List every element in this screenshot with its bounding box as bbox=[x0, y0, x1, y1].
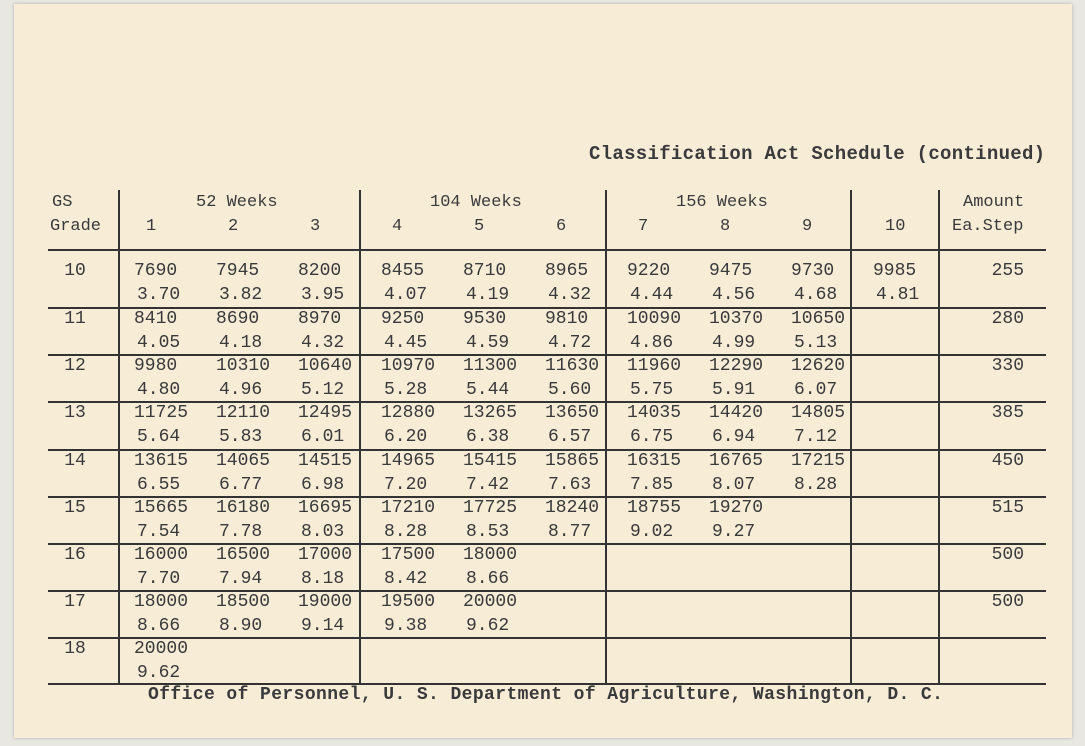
annual-salary-cell: 8690 bbox=[216, 309, 260, 329]
annual-salary-cell: 9220 bbox=[627, 261, 671, 281]
step-header: 2 bbox=[228, 217, 239, 236]
annual-salary-cell: 11725 bbox=[134, 403, 189, 423]
hourly-rate-cell: 6.94 bbox=[712, 427, 756, 447]
grade-cell: 14 bbox=[64, 451, 86, 471]
hourly-rate-cell: 7.78 bbox=[219, 522, 263, 542]
hourly-rate-cell: 6.98 bbox=[301, 475, 345, 495]
hourly-rate-cell: 9.62 bbox=[466, 616, 510, 636]
annual-salary-cell: 16315 bbox=[627, 451, 682, 471]
hourly-rate-cell: 8.03 bbox=[301, 522, 345, 542]
annual-salary-cell: 8455 bbox=[381, 261, 425, 281]
annual-salary-cell: 7945 bbox=[216, 261, 260, 281]
step-amount-cell: 500 bbox=[991, 592, 1024, 612]
hourly-rate-cell: 6.01 bbox=[301, 427, 345, 447]
step-header: 6 bbox=[556, 217, 567, 236]
step-amount-cell: 330 bbox=[991, 356, 1024, 376]
grade-cell: 13 bbox=[64, 403, 86, 423]
annual-salary-cell: 19000 bbox=[298, 592, 353, 612]
step-header: 4 bbox=[392, 217, 403, 236]
hourly-rate-cell: 4.59 bbox=[466, 333, 510, 353]
annual-salary-cell: 18000 bbox=[463, 545, 518, 565]
annual-salary-cell: 17210 bbox=[381, 498, 436, 518]
annual-salary-cell: 18240 bbox=[545, 498, 600, 518]
annual-salary-cell: 12495 bbox=[298, 403, 353, 423]
hourly-rate-cell: 8.66 bbox=[137, 616, 181, 636]
annual-salary-cell: 14420 bbox=[709, 403, 764, 423]
hourly-rate-cell: 7.12 bbox=[794, 427, 838, 447]
annual-salary-cell: 20000 bbox=[463, 592, 518, 612]
annual-salary-cell: 16180 bbox=[216, 498, 271, 518]
annual-salary-cell: 15665 bbox=[134, 498, 189, 518]
annual-salary-cell: 12880 bbox=[381, 403, 436, 423]
annual-salary-cell: 14805 bbox=[791, 403, 846, 423]
hourly-rate-cell: 7.94 bbox=[219, 569, 263, 589]
step-header: 3 bbox=[310, 217, 321, 236]
hourly-rate-cell: 5.13 bbox=[794, 333, 838, 353]
annual-salary-cell: 10090 bbox=[627, 309, 682, 329]
column-divider bbox=[605, 190, 607, 685]
annual-salary-cell: 9730 bbox=[791, 261, 835, 281]
hourly-rate-cell: 7.85 bbox=[630, 475, 674, 495]
hourly-rate-cell: 7.70 bbox=[137, 569, 181, 589]
group-header-52-weeks: 52 Weeks bbox=[196, 193, 278, 212]
step-amount-cell: 280 bbox=[991, 309, 1024, 329]
hourly-rate-cell: 4.81 bbox=[876, 285, 920, 305]
annual-salary-cell: 10640 bbox=[298, 356, 353, 376]
annual-salary-cell: 9985 bbox=[873, 261, 917, 281]
column-divider bbox=[850, 190, 852, 685]
hourly-rate-cell: 4.99 bbox=[712, 333, 756, 353]
footer-note: Office of Personnel, U. S. Department of Agriculture, Washington, D. C. bbox=[148, 685, 944, 705]
hourly-rate-cell: 5.44 bbox=[466, 380, 510, 400]
hourly-rate-cell: 8.42 bbox=[384, 569, 428, 589]
hourly-rate-cell: 6.20 bbox=[384, 427, 428, 447]
annual-salary-cell: 11960 bbox=[627, 356, 682, 376]
annual-salary-cell: 9250 bbox=[381, 309, 425, 329]
annual-salary-cell: 12620 bbox=[791, 356, 846, 376]
hourly-rate-cell: 4.96 bbox=[219, 380, 263, 400]
hourly-rate-cell: 7.20 bbox=[384, 475, 428, 495]
grade-cell: 12 bbox=[64, 356, 86, 376]
hourly-rate-cell: 5.60 bbox=[548, 380, 592, 400]
hourly-rate-cell: 8.18 bbox=[301, 569, 345, 589]
annual-salary-cell: 20000 bbox=[134, 639, 189, 659]
hourly-rate-cell: 4.68 bbox=[794, 285, 838, 305]
hourly-rate-cell: 6.75 bbox=[630, 427, 674, 447]
step-header: 9 bbox=[802, 217, 813, 236]
hourly-rate-cell: 9.02 bbox=[630, 522, 674, 542]
annual-salary-cell: 10310 bbox=[216, 356, 271, 376]
hourly-rate-cell: 9.27 bbox=[712, 522, 756, 542]
step-header: 10 bbox=[885, 217, 906, 236]
hourly-rate-cell: 4.45 bbox=[384, 333, 428, 353]
annual-salary-cell: 13265 bbox=[463, 403, 518, 423]
annual-salary-cell: 9980 bbox=[134, 356, 178, 376]
hourly-rate-cell: 4.56 bbox=[712, 285, 756, 305]
hourly-rate-cell: 9.62 bbox=[137, 663, 181, 683]
hourly-rate-cell: 4.18 bbox=[219, 333, 263, 353]
annual-salary-cell: 14035 bbox=[627, 403, 682, 423]
group-header-104-weeks: 104 Weeks bbox=[430, 193, 522, 212]
annual-salary-cell: 14065 bbox=[216, 451, 271, 471]
hourly-rate-cell: 8.07 bbox=[712, 475, 756, 495]
hourly-rate-cell: 6.38 bbox=[466, 427, 510, 447]
annual-salary-cell: 16765 bbox=[709, 451, 764, 471]
annual-salary-cell: 16000 bbox=[134, 545, 189, 565]
grade-header-top: GS bbox=[52, 193, 73, 212]
hourly-rate-cell: 8.90 bbox=[219, 616, 263, 636]
annual-salary-cell: 7690 bbox=[134, 261, 178, 281]
grade-cell: 16 bbox=[64, 545, 86, 565]
annual-salary-cell: 17500 bbox=[381, 545, 436, 565]
hourly-rate-cell: 6.55 bbox=[137, 475, 181, 495]
grade-cell: 10 bbox=[64, 261, 86, 281]
annual-salary-cell: 19500 bbox=[381, 592, 436, 612]
annual-salary-cell: 19270 bbox=[709, 498, 764, 518]
step-amount-cell: 450 bbox=[991, 451, 1024, 471]
hourly-rate-cell: 8.53 bbox=[466, 522, 510, 542]
annual-salary-cell: 10970 bbox=[381, 356, 436, 376]
step-header: 1 bbox=[146, 217, 157, 236]
hourly-rate-cell: 9.38 bbox=[384, 616, 428, 636]
hourly-rate-cell: 5.83 bbox=[219, 427, 263, 447]
hourly-rate-cell: 5.64 bbox=[137, 427, 181, 447]
hourly-rate-cell: 4.72 bbox=[548, 333, 592, 353]
row-divider bbox=[48, 637, 1046, 639]
hourly-rate-cell: 4.32 bbox=[548, 285, 592, 305]
hourly-rate-cell: 8.77 bbox=[548, 522, 592, 542]
annual-salary-cell: 18755 bbox=[627, 498, 682, 518]
step-amount-cell: 515 bbox=[991, 498, 1024, 518]
annual-salary-cell: 9810 bbox=[545, 309, 589, 329]
annual-salary-cell: 11630 bbox=[545, 356, 600, 376]
annual-salary-cell: 9530 bbox=[463, 309, 507, 329]
annual-salary-cell: 8710 bbox=[463, 261, 507, 281]
hourly-rate-cell: 7.54 bbox=[137, 522, 181, 542]
hourly-rate-cell: 8.28 bbox=[384, 522, 428, 542]
hourly-rate-cell: 4.80 bbox=[137, 380, 181, 400]
annual-salary-cell: 13650 bbox=[545, 403, 600, 423]
hourly-rate-cell: 5.91 bbox=[712, 380, 756, 400]
hourly-rate-cell: 3.70 bbox=[137, 285, 181, 305]
annual-salary-cell: 15415 bbox=[463, 451, 518, 471]
column-divider bbox=[359, 190, 361, 685]
row-divider bbox=[48, 543, 1046, 545]
grade-header-bottom: Grade bbox=[50, 217, 102, 236]
annual-salary-cell: 12110 bbox=[216, 403, 271, 423]
annual-salary-cell: 15865 bbox=[545, 451, 600, 471]
annual-salary-cell: 17725 bbox=[463, 498, 518, 518]
annual-salary-cell: 13615 bbox=[134, 451, 189, 471]
hourly-rate-cell: 4.86 bbox=[630, 333, 674, 353]
hourly-rate-cell: 4.05 bbox=[137, 333, 181, 353]
annual-salary-cell: 11300 bbox=[463, 356, 518, 376]
hourly-rate-cell: 8.28 bbox=[794, 475, 838, 495]
annual-salary-cell: 14515 bbox=[298, 451, 353, 471]
annual-salary-cell: 8970 bbox=[298, 309, 342, 329]
hourly-rate-cell: 5.75 bbox=[630, 380, 674, 400]
grade-cell: 17 bbox=[64, 592, 86, 612]
hourly-rate-cell: 3.95 bbox=[301, 285, 345, 305]
step-header: 5 bbox=[474, 217, 485, 236]
annual-salary-cell: 8410 bbox=[134, 309, 178, 329]
hourly-rate-cell: 4.19 bbox=[466, 285, 510, 305]
amount-header-top: Amount bbox=[963, 193, 1025, 212]
hourly-rate-cell: 5.12 bbox=[301, 380, 345, 400]
annual-salary-cell: 17000 bbox=[298, 545, 353, 565]
row-divider bbox=[48, 590, 1046, 592]
annual-salary-cell: 16695 bbox=[298, 498, 353, 518]
annual-salary-cell: 18500 bbox=[216, 592, 271, 612]
annual-salary-cell: 14965 bbox=[381, 451, 436, 471]
hourly-rate-cell: 8.66 bbox=[466, 569, 510, 589]
annual-salary-cell: 8965 bbox=[545, 261, 589, 281]
grade-cell: 11 bbox=[64, 309, 86, 329]
annual-salary-cell: 8200 bbox=[298, 261, 342, 281]
page-title: Classification Act Schedule (continued) bbox=[589, 143, 1046, 165]
hourly-rate-cell: 4.07 bbox=[384, 285, 428, 305]
row-divider bbox=[48, 249, 1046, 251]
hourly-rate-cell: 6.07 bbox=[794, 380, 838, 400]
annual-salary-cell: 10370 bbox=[709, 309, 764, 329]
hourly-rate-cell: 9.14 bbox=[301, 616, 345, 636]
step-amount-cell: 255 bbox=[991, 261, 1024, 281]
hourly-rate-cell: 6.57 bbox=[548, 427, 592, 447]
amount-header-bottom: Ea.Step bbox=[952, 217, 1024, 236]
step-header: 7 bbox=[638, 217, 649, 236]
grade-cell: 15 bbox=[64, 498, 86, 518]
grade-cell: 18 bbox=[64, 639, 86, 659]
step-header: 8 bbox=[720, 217, 731, 236]
hourly-rate-cell: 7.42 bbox=[466, 475, 510, 495]
step-amount-cell: 500 bbox=[991, 545, 1024, 565]
annual-salary-cell: 18000 bbox=[134, 592, 189, 612]
annual-salary-cell: 16500 bbox=[216, 545, 271, 565]
group-header-156-weeks: 156 Weeks bbox=[676, 193, 768, 212]
hourly-rate-cell: 7.63 bbox=[548, 475, 592, 495]
hourly-rate-cell: 4.44 bbox=[630, 285, 674, 305]
hourly-rate-cell: 6.77 bbox=[219, 475, 263, 495]
annual-salary-cell: 10650 bbox=[791, 309, 846, 329]
hourly-rate-cell: 3.82 bbox=[219, 285, 263, 305]
step-amount-cell: 385 bbox=[991, 403, 1024, 423]
hourly-rate-cell: 5.28 bbox=[384, 380, 428, 400]
column-divider bbox=[118, 190, 120, 685]
annual-salary-cell: 17215 bbox=[791, 451, 846, 471]
annual-salary-cell: 12290 bbox=[709, 356, 764, 376]
hourly-rate-cell: 4.32 bbox=[301, 333, 345, 353]
annual-salary-cell: 9475 bbox=[709, 261, 753, 281]
